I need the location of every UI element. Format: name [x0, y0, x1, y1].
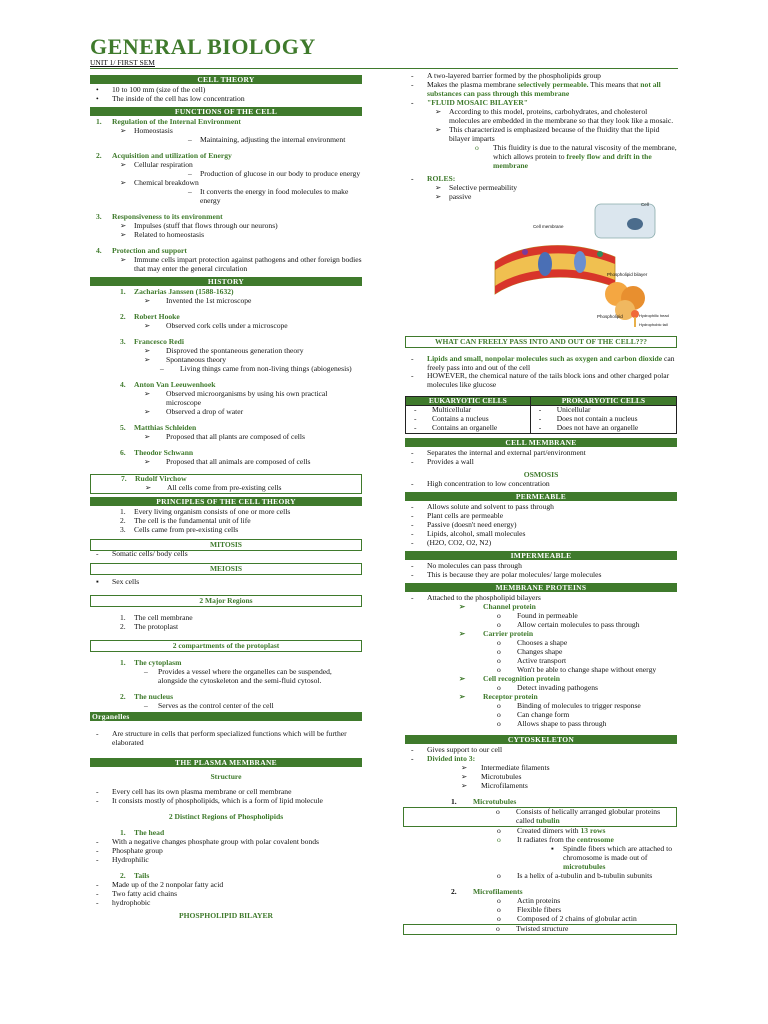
list-item: - No molecules can pass through — [411, 560, 522, 570]
list-item: - It consists mostly of phospholipids, which is a form of lipid molecule — [96, 796, 323, 806]
list-item: ➢ Disproved the spontaneous generation theory — [144, 345, 304, 355]
list-item: - Somatic cells/ body cells — [96, 548, 188, 558]
page-subtitle: UNIT 1/ FIRST SEM — [90, 58, 155, 67]
history-name: 5. Matthias Schleiden — [120, 422, 197, 432]
list-item: ➢ Intermediate filaments — [461, 762, 550, 772]
list-item: - (H2O, CO2, O2, N2) — [411, 537, 492, 547]
list-item: - ROLES: — [411, 173, 456, 183]
list-item: o Composed of 2 chains of globular actin — [497, 913, 637, 923]
list-item: o Detect invading pathogens — [497, 682, 598, 692]
microtubules-box — [403, 807, 677, 827]
history-name: 4. Anton Van Leeuwenhoek — [120, 379, 216, 389]
section-heading: CYTOSKELETON — [405, 735, 677, 744]
list-item: ➢ Cellular respiration — [120, 160, 193, 169]
list-item: o This fluidity is due to the natural viscosity of the membrane, which allows protein to freely flow and drift in the membrane — [475, 142, 677, 170]
figure-label-membrane: Cell membrane — [533, 223, 564, 229]
history-name: 1. Zacharias Janssen (1588-1632) — [120, 286, 234, 296]
figure-label-tail: Hydrophobic tail — [639, 321, 668, 327]
section-heading: Organelles — [90, 712, 362, 721]
list-item: ▪ Spindle fibers which are attached to chromosome is made out of microtubules — [551, 843, 673, 871]
list-item: 1. Microtubules — [451, 796, 517, 806]
section-heading: CELL THEORY — [90, 75, 362, 84]
left-column — [90, 72, 362, 921]
list-item: ➢ Spontaneous theory — [144, 354, 227, 364]
list-item: ➢ Immune cells impart protection against pathogens and other foreign bodies that may enter the general circulation — [120, 254, 362, 273]
list-item: o Created dimers with 13 rows — [497, 825, 606, 835]
list-item: ➢ According to this model, proteins, carbohydrates, and cholesterol molecules are embedded in the membrane so that they look like a mosaic. — [435, 106, 674, 125]
subheading: PHOSPHOLIPID BILAYER — [178, 911, 274, 921]
history-name: 7. Rudolf Virchow — [121, 473, 187, 483]
list-item: - Hydrophilic — [96, 855, 149, 865]
list-item: - Made up of the 2 nonpolar fatty acid — [96, 880, 224, 890]
figure-label-cell: Cell — [641, 201, 649, 207]
list-item: ➢ Chemical breakdown — [120, 178, 199, 187]
list-item: - Phosphate group — [96, 846, 163, 856]
list-item: - Attached to the phospholipid bilayers — [411, 592, 541, 602]
list-item: - HOWEVER, the chemical nature of the tails block ions and other charged polar molecules like glucose — [411, 371, 670, 390]
list-item: ➢ Proposed that all animals are composed of cells — [144, 456, 311, 466]
list-item: – Maintaining, adjusting the internal environment — [188, 135, 346, 144]
list-item: 3. Cells came from pre-existing cells — [120, 524, 239, 534]
list-item: o Binding of molecules to trigger response — [497, 700, 641, 710]
section-heading: HISTORY — [90, 277, 362, 286]
list-item: - Plant cells are permeable — [411, 510, 504, 520]
list-item: 1. The head — [120, 828, 165, 838]
list-item: - Passive (doesn't need energy) — [411, 519, 517, 529]
figure-label-head: Hydrophilic head — [639, 312, 669, 318]
list-item: – Serves as the control center of the cell — [144, 700, 274, 710]
section-box: 2 compartments of the protoplast — [90, 640, 362, 652]
list-item: ➢ Homeostasis — [120, 126, 173, 135]
membrane-figure — [485, 202, 675, 332]
list-item: - This is because they are polar molecules/ large molecules — [411, 569, 602, 579]
section-heading: IMPERMEABLE — [405, 551, 677, 560]
section-heading: PRINCIPLES OF THE CELL THEORY — [90, 497, 362, 506]
list-item: 2. The nucleus — [120, 691, 174, 701]
section-box: 2 Major Regions — [90, 595, 362, 607]
list-item: – Provides a vessel where the organelles can be suspended, alongside the cytoskeleton and the semi-fluid cytosol. — [144, 666, 332, 685]
list-item: 3. Responsiveness to its environment — [96, 211, 223, 221]
list-item: - Allows solute and solvent to pass through — [411, 501, 554, 511]
list-item: • The inside of the cell has low concentration — [96, 94, 245, 103]
microfilaments-box — [403, 924, 677, 935]
list-item: 1. Every living organism consists of one or more cells — [120, 506, 291, 516]
list-item: - "FLUID MOSAIC BILAYER" — [411, 97, 528, 107]
cell-types-table — [405, 396, 677, 434]
list-item: ➢ Impulses (stuff that flows through our neurons) — [120, 220, 278, 230]
list-item: - Gives support to our cell — [411, 744, 503, 754]
list-item: o Chooses a shape — [497, 637, 568, 647]
list-item: - Lipids and small, nonpolar molecules such as oxygen and carbon dioxide can freely pass into and out of the cell — [411, 353, 675, 372]
subheading: OSMOSIS — [523, 469, 559, 479]
subheading: Structure — [210, 771, 242, 781]
list-item: 2. The cell is the fundamental unit of life — [120, 515, 251, 525]
list-item: • 10 to 100 mm (size of the cell) — [96, 85, 206, 94]
list-item: ➢ Invented the 1st microscope — [144, 295, 252, 305]
list-item: ➢ Receptor protein — [459, 691, 538, 701]
section-box: MITOSIS — [90, 539, 362, 551]
list-item: 1. Regulation of the Internal Environment — [96, 117, 241, 126]
list-item: ➢ Cell recognition protein — [459, 673, 560, 683]
list-item: ➢ All cells come from pre-existing cells — [145, 482, 282, 492]
list-item: ➢ Proposed that all plants are composed of cells — [144, 431, 305, 441]
list-item: - Two fatty acid chains — [96, 889, 178, 899]
table-cell: - Unicellular - Does not contain a nucleus - Does not have an organelle — [530, 406, 676, 434]
list-item: ➢ Channel protein — [459, 601, 536, 611]
list-item: - A two-layered barrier formed by the phospholipids group — [411, 71, 601, 80]
list-item: o Found in permeable — [497, 610, 578, 620]
list-item: - Separates the internal and external part/environment — [411, 447, 586, 457]
list-item: o Won't be able to change shape without energy — [497, 664, 657, 674]
list-item: 2. The protoplast — [120, 621, 179, 631]
history-name: 2. Robert Hooke — [120, 311, 180, 321]
header-rule — [90, 68, 678, 69]
list-item: - Makes the plasma membrane selectively permeable. This means that not all substances can pass through this membrane — [411, 80, 661, 98]
section-heading: FUNCTIONS OF THE CELL — [90, 107, 362, 116]
list-item: o Actin proteins — [497, 895, 561, 905]
list-item: - Every cell has its own plasma membrane or cell membrane — [96, 787, 292, 797]
list-item: ➢ Microfilaments — [461, 780, 528, 790]
section-box: WHAT CAN FREELY PASS INTO AND OUT OF THE CELL??? — [405, 336, 677, 348]
section-heading: THE PLASMA MEMBRANE — [90, 758, 362, 767]
list-item: ➢ This characterized is emphasized because of the fluidity that the lipid bilayer imparts — [435, 124, 660, 143]
list-item: ➢ Selective permeability — [435, 182, 518, 192]
list-item: - Provides a wall — [411, 456, 474, 466]
list-item: o It radiates from the centrosome — [497, 834, 614, 844]
list-item: 2. Tails — [120, 871, 150, 881]
list-item: o Allows shape to pass through — [497, 718, 607, 728]
list-item: – It converts the energy in food molecules to make energy — [188, 187, 349, 205]
section-heading: PERMEABLE — [405, 492, 677, 501]
list-item: o Changes shape — [497, 646, 563, 656]
list-item: ➢ Observed microorganisms by using his own practical microscope — [144, 388, 328, 407]
list-item: - Are structure in cells that perform specialized functions which will be further elaborated — [96, 728, 347, 747]
list-item: 1. The cell membrane — [120, 612, 193, 622]
list-item: 2. Microfilaments — [451, 886, 523, 896]
list-item: - High concentration to low concentration — [411, 478, 550, 488]
list-item: o Twisted structure — [496, 923, 569, 933]
list-item: o Flexible fibers — [497, 904, 562, 914]
list-item: ➢ Microtubules — [461, 771, 522, 781]
list-item: - hydrophobic — [96, 898, 151, 908]
list-item: ➢ Observed a drop of water — [144, 406, 244, 416]
list-item: o Is a helix of a-tubulin and b-tubulin subunits — [497, 870, 653, 880]
list-item: 2. Acquisition and utilization of Energy — [96, 151, 232, 160]
list-item: ➢ Observed cork cells under a microscope — [144, 320, 288, 330]
list-item: 4. Protection and support — [96, 245, 187, 255]
subheading: 2 Distinct Regions of Phospholipids — [168, 812, 284, 822]
section-heading: CELL MEMBRANE — [405, 438, 677, 447]
list-item: o Allow certain molecules to pass through — [497, 619, 640, 629]
list-item: 1. The cytoplasm — [120, 657, 182, 667]
list-item: - Lipids, alcohol, small molecules — [411, 528, 526, 538]
section-heading: MEMBRANE PROTEINS — [405, 583, 677, 592]
list-item: - Divided into 3: — [411, 753, 476, 763]
history-name: 3. Francesco Redi — [120, 336, 184, 346]
section-box: MEIOSIS — [90, 563, 362, 575]
history-name: 6. Theodor Schwann — [120, 447, 194, 457]
right-column — [405, 72, 677, 935]
list-item: o Active transport — [497, 655, 567, 665]
list-item: o Can change form — [497, 709, 570, 719]
table-header: PROKARYOTIC CELLS — [530, 397, 676, 406]
table-header: EUKARYOTIC CELLS — [406, 397, 531, 406]
figure-label-bilayer: Phospholipid bilayer — [607, 271, 648, 277]
table-cell: - Multicellular - Contains a nucleus - Contains an organelle — [406, 406, 531, 434]
page-title: GENERAL BIOLOGY — [90, 34, 316, 59]
list-item: - With a negative changes phosphate group with polar covalent bonds — [96, 837, 319, 847]
list-item: ▪ Sex cells — [96, 576, 140, 586]
list-item: ➢ passive — [435, 191, 472, 201]
list-item: – Living things came from non-living things (abiogenesis) — [160, 363, 352, 373]
list-item: – Production of glucose in our body to produce energy — [188, 169, 361, 178]
list-item: ➢ Related to homeostasis — [120, 229, 205, 239]
list-item: o Consists of helically arranged globular proteins called tubulin — [496, 806, 661, 825]
list-item: ➢ Carrier protein — [459, 628, 534, 638]
figure-label-phospholipid: Phospholipid — [597, 313, 623, 319]
history-virchow-box — [90, 474, 362, 494]
